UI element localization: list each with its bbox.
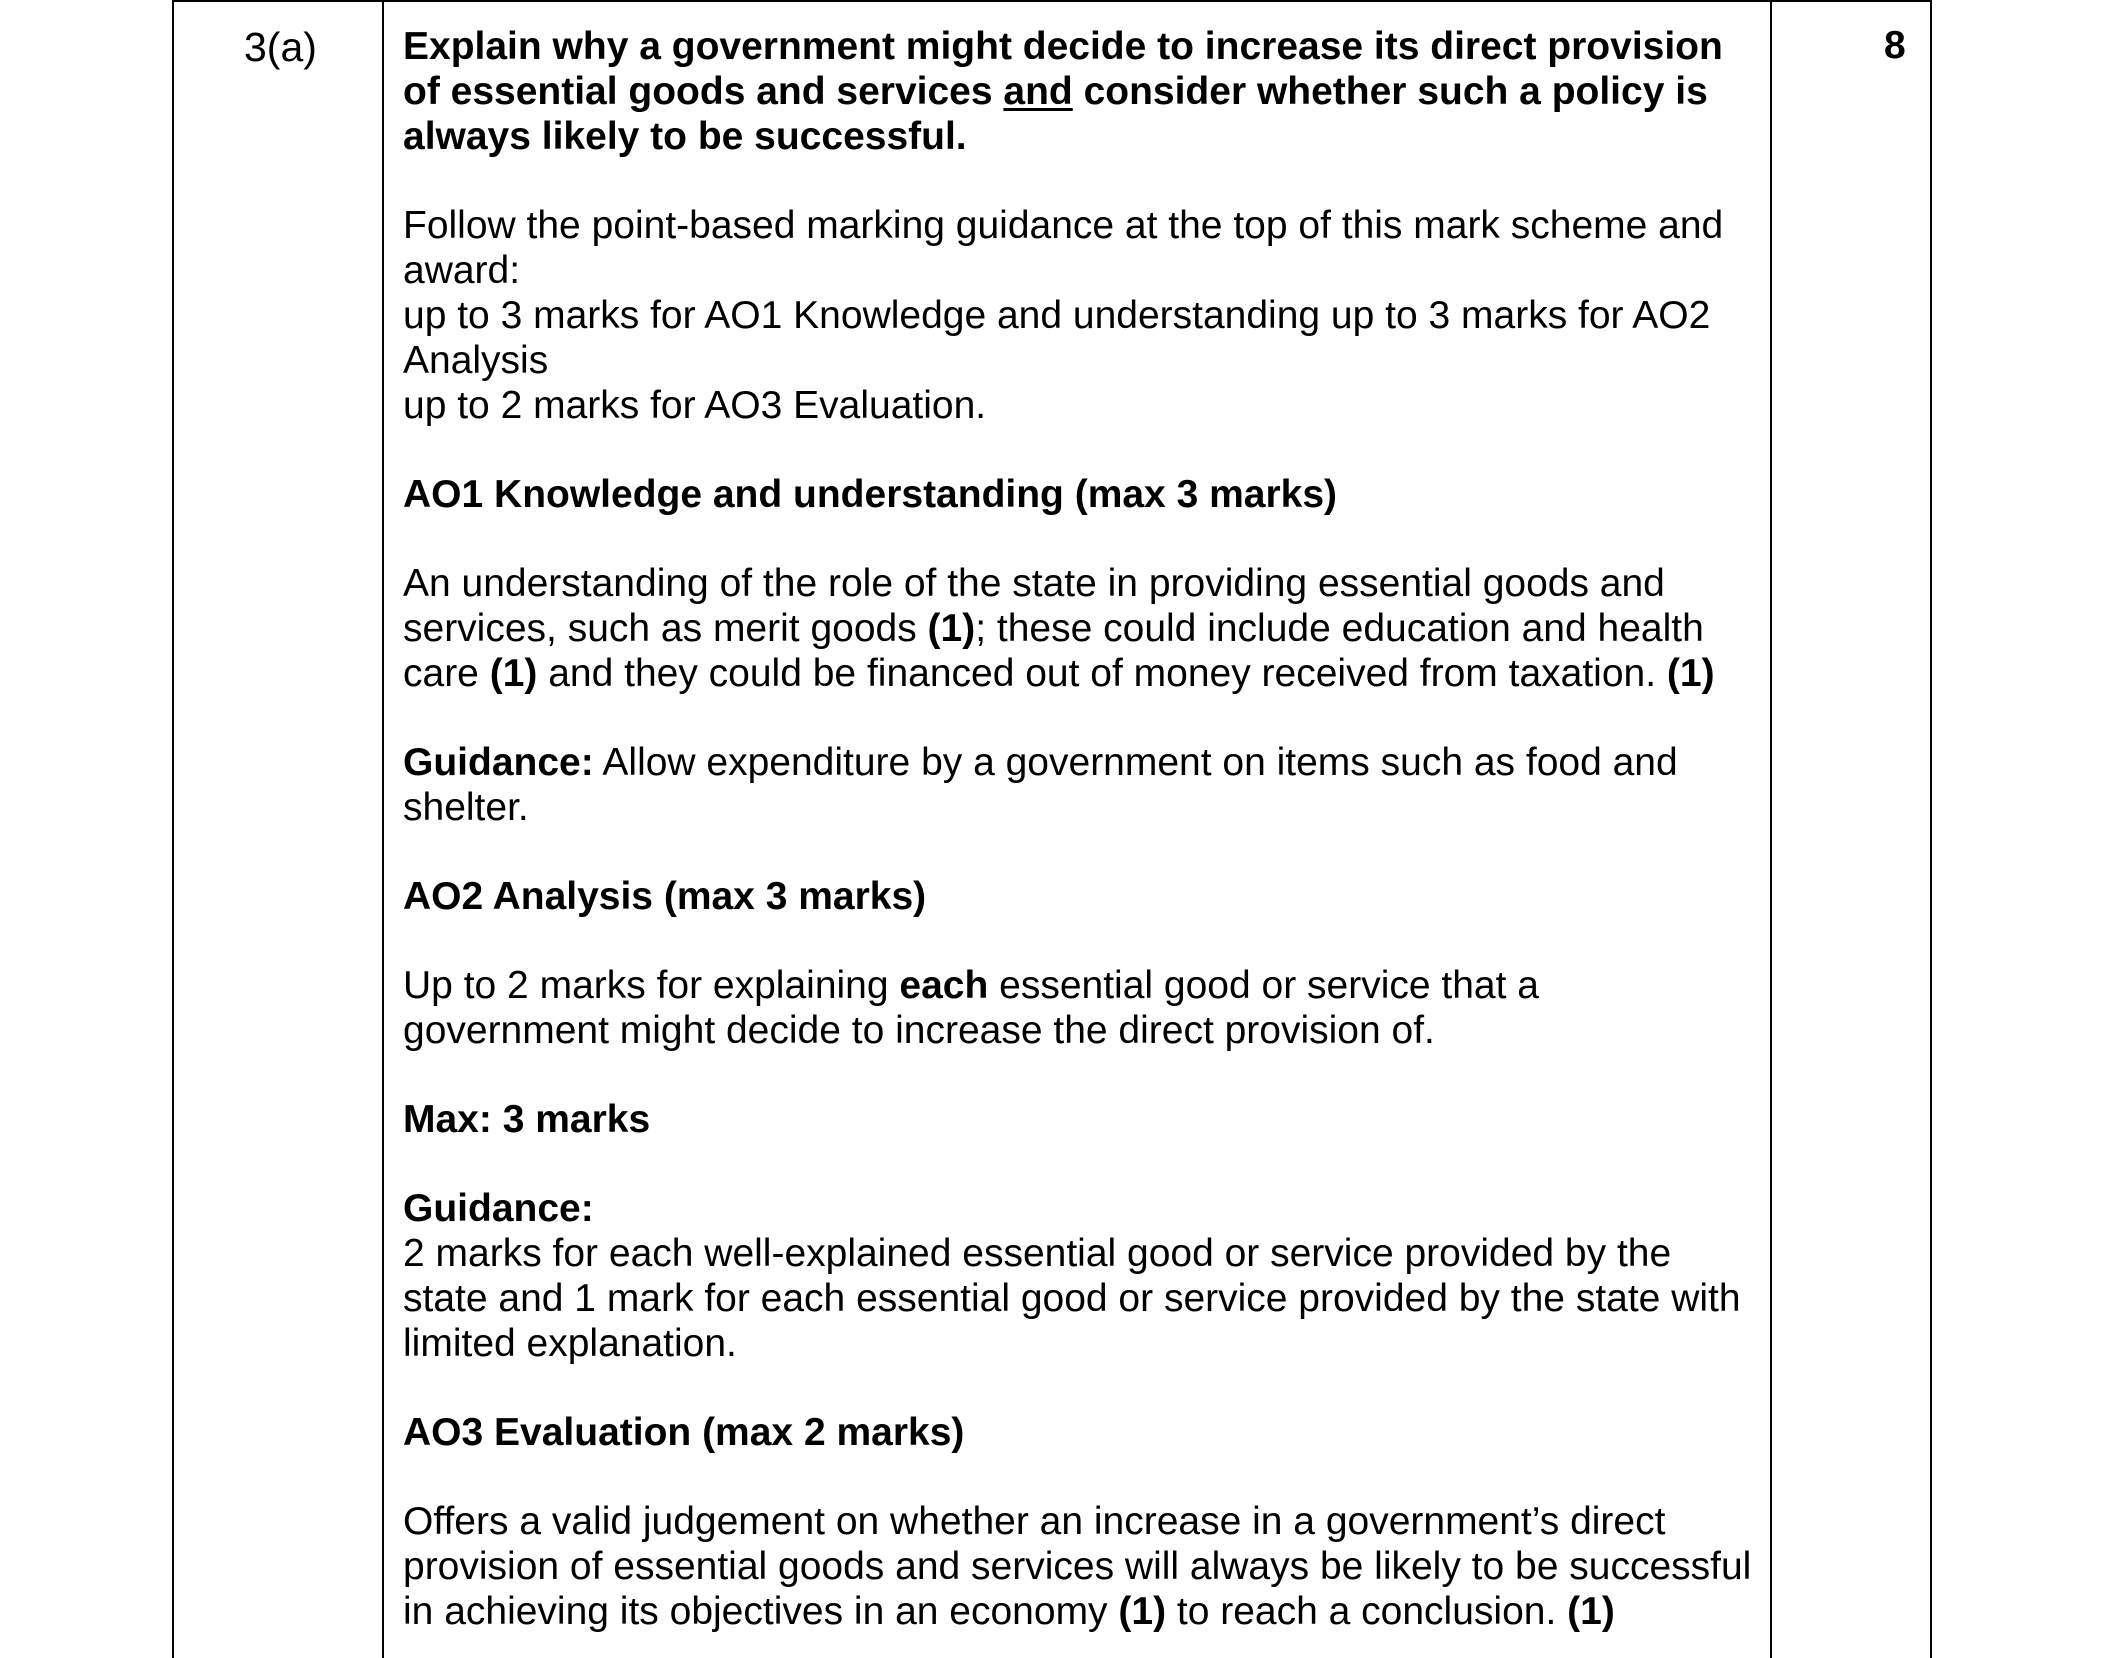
table-left-border	[172, 0, 174, 1658]
ao1-body	[403, 561, 1753, 696]
ao1-text2: ; these could include education and health care	[403, 607, 1704, 695]
ao1-heading	[403, 472, 1753, 517]
table-top-border	[172, 0, 1932, 2]
question-number: 3(a)	[244, 24, 317, 70]
ao1-heading-text: AO1 Knowledge and understanding (max 3 marks)	[403, 473, 1338, 516]
ao3-heading-text: AO3 Evaluation (max 2 marks)	[403, 1411, 965, 1454]
ao1-text3: and they could be financed out of money received from taxation.	[537, 652, 1667, 695]
ao2-text2: essential good or service that a government might decide to increase the direct provision of.	[403, 964, 1539, 1052]
intro-line3: up to 2 marks for AO3 Evaluation.	[403, 384, 987, 427]
ao1-guidance	[403, 740, 1753, 830]
intro-line1: Follow the point-based marking guidance at the top of this mark scheme and award:	[403, 204, 1724, 292]
ao2-guidance-text: 2 marks for each well-explained essential good or service provided by the state and 1 mark for each essential good or service provided by the state with limited explanation.	[403, 1232, 1741, 1365]
ao3-heading	[403, 1410, 1753, 1455]
prompt-underlined: and	[1003, 70, 1073, 113]
ao1-mark2: (1)	[489, 652, 538, 695]
ao2-max	[403, 1097, 1753, 1142]
ao3-text2: to reach a conclusion.	[1166, 1590, 1568, 1633]
ao1-guidance-text: Allow expenditure by a government on items such as food and shelter.	[403, 741, 1678, 829]
ao3-mark2: (1)	[1567, 1590, 1615, 1633]
ao2-emphasis: each	[899, 964, 989, 1007]
ao3-text1: Offers a valid judgement on whether an increase in a government’s direct provision of essential goods and services will always be likely to be successful in achieving its objectives in an economy	[403, 1500, 1752, 1633]
ao2-body	[403, 963, 1753, 1053]
ao2-guidance-label: Guidance:	[403, 1187, 594, 1230]
ao2-text1: Up to 2 marks for explaining	[403, 964, 900, 1007]
ao2-heading	[403, 874, 1753, 919]
intro-line2: up to 3 marks for AO1 Knowledge and understanding up to 3 marks for AO2 Analysis	[403, 294, 1711, 382]
ao1-mark3: (1)	[1666, 652, 1715, 695]
table-right-border	[1930, 0, 1932, 1658]
ao1-text1: An understanding of the role of the state in providing essential goods and services, such as merit goods	[403, 562, 1665, 650]
ao2-max-text: Max: 3 marks	[403, 1098, 651, 1141]
ao1-mark1: (1)	[927, 607, 976, 650]
column-divider-question	[382, 0, 384, 1658]
answer-guidance	[403, 24, 1753, 1634]
column-divider-marks	[1770, 0, 1772, 1658]
prompt-part2: consider whether such a policy is always likely to be successful.	[403, 70, 1708, 158]
ao2-heading-text: AO2 Analysis (max 3 marks)	[403, 875, 927, 918]
prompt-part1: Explain why a government might decide to increase its direct provision of essential goods and services	[403, 25, 1723, 113]
question-prompt	[403, 24, 1753, 159]
question-marks: 8	[1884, 24, 1906, 67]
ao3-mark1: (1)	[1118, 1590, 1167, 1633]
ao1-guidance-label: Guidance:	[403, 741, 594, 784]
ao3-body	[403, 1499, 1753, 1634]
ao2-guidance-label-line	[403, 1186, 1753, 1231]
